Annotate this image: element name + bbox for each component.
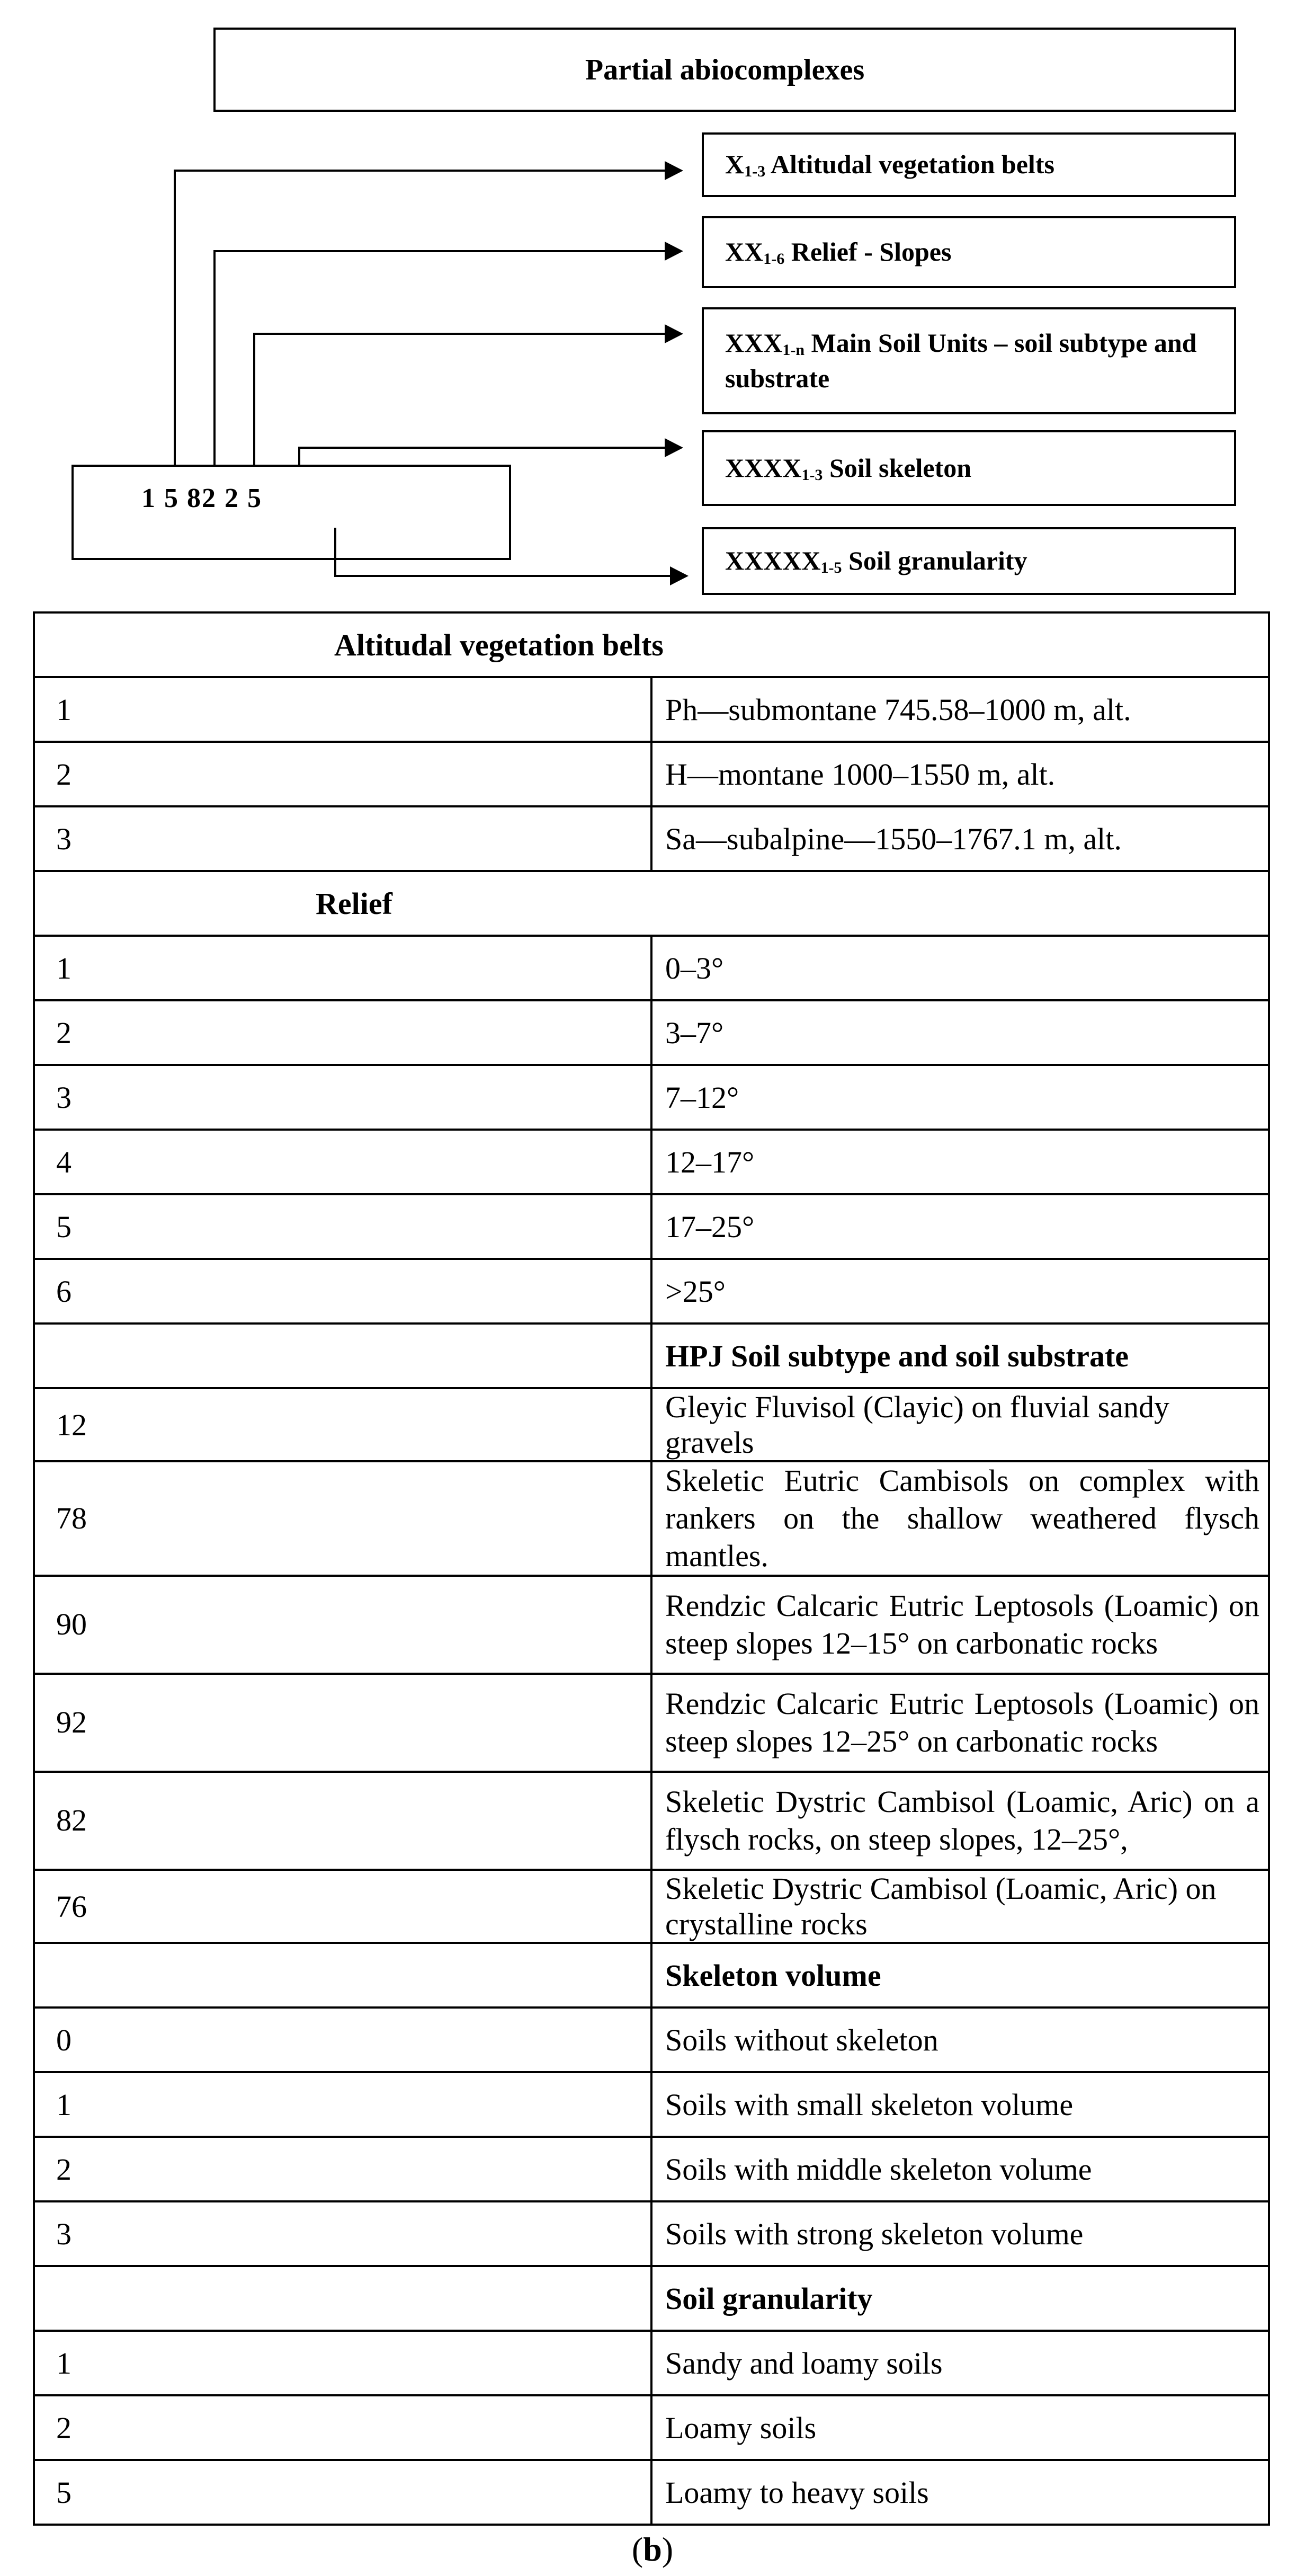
- table-row: [34, 2007, 1269, 2072]
- row-code: 1: [34, 677, 651, 742]
- row-text: Rendzic Calcaric Eutric Leptosols (Loamic) on steep slopes 12–25° on carbonatic rocks: [651, 1674, 1269, 1772]
- section-header-granularity: [34, 2266, 1269, 2331]
- row-code: 1: [34, 936, 651, 1000]
- table-row: [34, 2331, 1269, 2395]
- row-text: 7–12°: [651, 1065, 1269, 1130]
- row-text: Soils with strong skeleton volume: [651, 2201, 1269, 2266]
- row-text: Skeletic Dystric Cambisol (Loamic, Aric) on crystalline rocks: [651, 1870, 1269, 1943]
- arrow-granularity: [335, 528, 686, 576]
- section-header-cell: Relief: [34, 871, 1269, 936]
- row-code: 2: [34, 2137, 651, 2201]
- table-row: [34, 806, 1269, 871]
- row-code: 12: [34, 1388, 651, 1461]
- table-row: [34, 1388, 1269, 1461]
- table-row: [34, 2395, 1269, 2460]
- table-row: [34, 1194, 1269, 1259]
- section-header-soil: [34, 1323, 1269, 1388]
- table-row: [34, 2137, 1269, 2201]
- row-text: Soils with small skeleton volume: [651, 2072, 1269, 2137]
- diagram-title-text: Partial abiocomplexes: [585, 53, 865, 86]
- section-header-altitude: [34, 612, 1269, 677]
- row-text: H—montane 1000–1550 m, alt.: [651, 742, 1269, 806]
- row-code: 3: [34, 2201, 651, 2266]
- row-code: 3: [34, 1065, 651, 1130]
- category-label-altitude: $X_{1-3}$ Altitudal vegetation belts: [725, 149, 1054, 181]
- table-row: [34, 2460, 1269, 2525]
- row-code: 5: [34, 2460, 651, 2525]
- category-label-granularity: $XXXXX_{1-5}$ Soil granularity: [725, 546, 1027, 577]
- arrow-soil-units: [254, 334, 681, 465]
- caption-letter: b: [643, 2530, 662, 2568]
- table-row: [34, 1259, 1269, 1323]
- row-text: Loamy to heavy soils: [651, 2460, 1269, 2525]
- row-text: 12–17°: [651, 1130, 1269, 1194]
- figure-caption: (b): [631, 2530, 674, 2568]
- row-text: Skeletic Dystric Cambisol (Loamic, Aric) on a flysch rocks, on steep slopes, 12–25°,: [651, 1772, 1269, 1870]
- section-header-cell: Altitudal vegetation belts: [34, 612, 1269, 677]
- table-row: [34, 2072, 1269, 2137]
- row-text: Gleyic Fluvisol (Clayic) on fluvial sandy gravels: [651, 1388, 1269, 1461]
- row-code: [34, 1943, 651, 2007]
- row-text: >25°: [651, 1259, 1269, 1323]
- section-header-cell: HPJ Soil subtype and soil substrate: [651, 1323, 1269, 1388]
- row-code: 82: [34, 1772, 651, 1870]
- row-code: [34, 1323, 651, 1388]
- category-label-skeleton: $XXXX_{1-3}$ Soil skeleton: [725, 452, 972, 484]
- row-text: Skeletic Eutric Cambisols on complex with rankers on the shallow weathered flysch mantles.: [651, 1461, 1269, 1576]
- table-row: [34, 936, 1269, 1000]
- arrow-relief: [214, 251, 681, 465]
- section-header-skeleton: [34, 1943, 1269, 2007]
- row-code: 6: [34, 1259, 651, 1323]
- row-text: Rendzic Calcaric Eutric Leptosols (Loamic) on steep slopes 12–15° on carbonatic rocks: [651, 1576, 1269, 1674]
- row-code: 4: [34, 1130, 651, 1194]
- section-header-cell: Soil granularity: [651, 2266, 1269, 2331]
- row-code: 2: [34, 1000, 651, 1065]
- table-row: [34, 1461, 1269, 1576]
- row-code: 2: [34, 2395, 651, 2460]
- table-row: [34, 2201, 1269, 2266]
- section-header-cell: Skeleton volume: [651, 1943, 1269, 2007]
- row-code: 3: [34, 806, 651, 871]
- table-row: [34, 1576, 1269, 1674]
- table-row: [34, 742, 1269, 806]
- category-label-soil-units: $XXX_{1-n}$ Main Soil Units – soil subtype and substrate: [725, 327, 1197, 393]
- row-code: 92: [34, 1674, 651, 1772]
- arrow-skeleton: [299, 448, 681, 465]
- table-row: [34, 1065, 1269, 1130]
- connector-arrows: [0, 0, 1305, 611]
- code-text: 1 5 82 2 5: [141, 483, 262, 513]
- row-text: Sa—subalpine—1550–1767.1 m, alt.: [651, 806, 1269, 871]
- row-text: 0–3°: [651, 936, 1269, 1000]
- row-text: Ph—submontane 745.58–1000 m, alt.: [651, 677, 1269, 742]
- category-label-relief: $XX_{1-6}$ Relief - Slopes: [725, 237, 952, 268]
- table-row: [34, 677, 1269, 742]
- row-code: 1: [34, 2072, 651, 2137]
- row-code: 90: [34, 1576, 651, 1674]
- row-code: 0: [34, 2007, 651, 2072]
- arrow-altitude: [175, 171, 681, 465]
- row-code: 5: [34, 1194, 651, 1259]
- table-row: [34, 1674, 1269, 1772]
- legend-table: [33, 611, 1270, 2526]
- section-header-relief: [34, 871, 1269, 936]
- row-code: 2: [34, 742, 651, 806]
- row-code: 1: [34, 2331, 651, 2395]
- row-text: Sandy and loamy soils: [651, 2331, 1269, 2395]
- row-text: Loamy soils: [651, 2395, 1269, 2460]
- row-code: 76: [34, 1870, 651, 1943]
- table-row: [34, 1772, 1269, 1870]
- table-row: [34, 1870, 1269, 1943]
- row-text: 3–7°: [651, 1000, 1269, 1065]
- row-code: [34, 2266, 651, 2331]
- row-text: Soils without skeleton: [651, 2007, 1269, 2072]
- table-row: [34, 1130, 1269, 1194]
- row-text: Soils with middle skeleton volume: [651, 2137, 1269, 2201]
- row-code: 78: [34, 1461, 651, 1576]
- table-row: [34, 1000, 1269, 1065]
- row-text: 17–25°: [651, 1194, 1269, 1259]
